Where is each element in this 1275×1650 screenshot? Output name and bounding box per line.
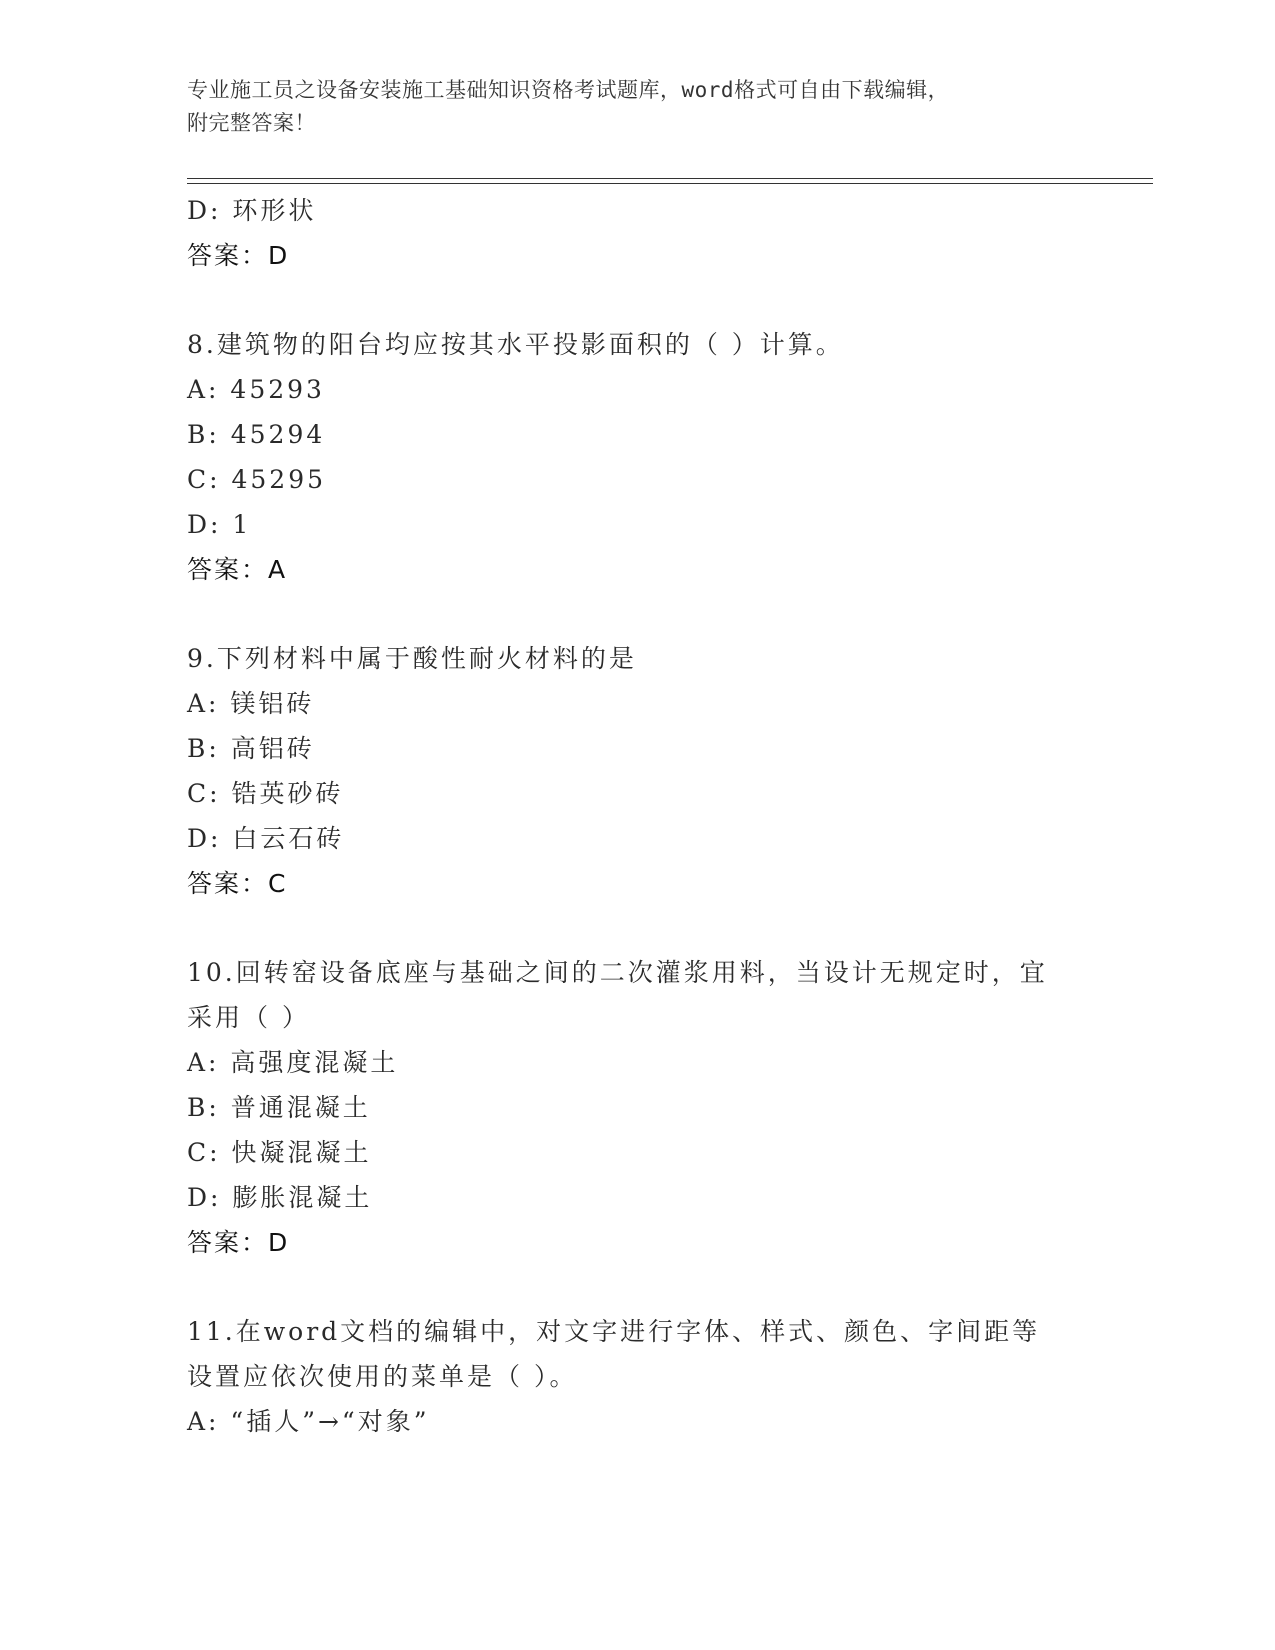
question-8-option-a: A: 45293 [187, 375, 325, 404]
question-9-option-c: C: 锆英砂砖 [187, 779, 344, 808]
question-11-option-a: A: “插人”→“对象” [187, 1407, 430, 1436]
question-10-title-line-1: 10.回转窑设备底座与基础之间的二次灌浆用料，当设计无规定时，宜 [187, 958, 1048, 987]
question-10-title-line-2: 采用（ ） [187, 1003, 310, 1032]
header-line-2: 附完整答案！ [187, 111, 316, 135]
question-11 [187, 1309, 1087, 1444]
question-9-answer: 答案：C [187, 869, 288, 898]
header-line-1: 专业施工员之设备安装施工基础知识资格考试题库，word格式可自由下载编辑， [187, 78, 950, 102]
question-8-option-d: D: 1 [187, 510, 252, 539]
question-10-option-b: B: 普通混凝土 [187, 1093, 371, 1122]
question-8-title: 8.建筑物的阳台均应按其水平投影面积的（ ）计算。 [187, 330, 844, 359]
question-8-option-b: B: 45294 [187, 420, 326, 449]
document-header [187, 74, 1087, 140]
question-11-title-line-1: 11.在word文档的编辑中，对文字进行字体、样式、颜色、字间距等 [187, 1317, 1041, 1346]
question-10-option-c: C: 快凝混凝土 [187, 1138, 372, 1167]
question-9-option-a: A: 镁铝砖 [187, 689, 315, 718]
question-10-option-a: A: 高强度混凝土 [187, 1048, 399, 1077]
question-10-option-d: D: 膨胀混凝土 [187, 1183, 373, 1212]
question-8 [187, 322, 1087, 592]
question-9-title: 9.下列材料中属于酸性耐火材料的是 [187, 644, 637, 673]
prev-answer: 答案：D [187, 241, 290, 270]
question-9 [187, 636, 1087, 906]
header-divider-bottom [187, 183, 1153, 184]
question-9-option-d: D: 白云石砖 [187, 824, 345, 853]
question-9-option-b: B: 高铝砖 [187, 734, 315, 763]
question-8-option-c: C: 45295 [187, 465, 327, 494]
question-8-answer: 答案：A [187, 555, 288, 584]
prev-option-d: D: 环形状 [187, 196, 317, 225]
question-11-title-line-2: 设置应依次使用的菜单是（ ）。 [187, 1362, 578, 1391]
question-list [187, 188, 1087, 1444]
header-divider-top [187, 178, 1153, 179]
question-10-answer: 答案：D [187, 1228, 290, 1257]
question-10 [187, 950, 1087, 1265]
